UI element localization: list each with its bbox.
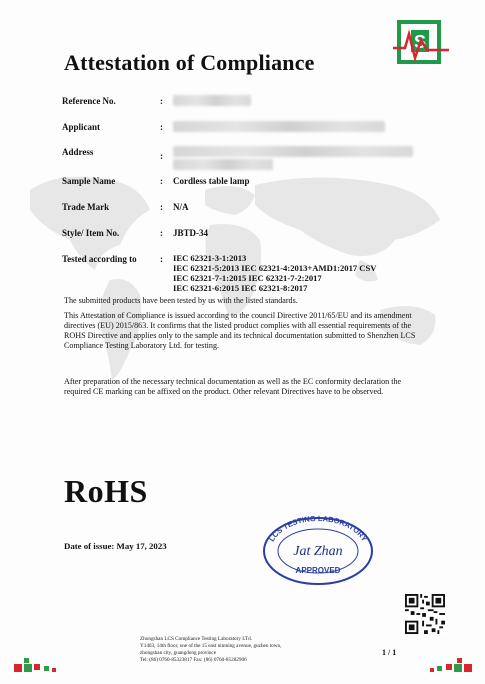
date-of-issue: Date of issue: May 17, 2023: [64, 541, 167, 551]
standard-item: IEC 62321-7-1:2015 IEC 62321-7-2:2017: [173, 273, 322, 283]
page-number: 1 / 1: [382, 648, 397, 657]
lcs-logo: [393, 20, 449, 68]
sample-name-label: Sample Name: [62, 176, 116, 186]
trade-mark-value: N/A: [173, 202, 189, 212]
applicant-colon: :: [160, 122, 163, 132]
document-title: Attestation of Compliance: [64, 50, 315, 75]
standard-item: IEC 62321-3-1:2013: [173, 253, 247, 263]
item-no-colon: :: [160, 228, 163, 238]
paragraph-ce-marking: After preparation of the necessary technical documentation as well as the EC conformity declaration the required CE marking can be affixed on the product. Other relevant Directives have to be observed.: [64, 377, 402, 396]
paragraph-tested: The submitted products have been tested by us with the listed standards.: [64, 296, 298, 305]
stamp-ring-text: LCS TESTING LABORATORY: [267, 513, 369, 544]
address-colon: :: [160, 151, 163, 161]
footer-line: Zhongshan LCS Compliance Testing Laboratory LTd.: [140, 636, 253, 642]
reference-no-label: Reference No.: [62, 96, 116, 106]
footer-address: [140, 636, 281, 664]
standard-item: IEC 62321-5:2013 IEC 62321-4:2013+AMD1:2017 CSV: [173, 263, 377, 273]
address-redacted-line-2: [173, 159, 273, 170]
footer-line: Y1403, 14th floor, one of the 15 east nimning avenue, guzhen town,: [140, 643, 282, 649]
applicant-redacted: [173, 121, 385, 132]
footer-decoration-left: [14, 656, 60, 674]
footer-line: Tel: (86) 0760-85323817 Fax: (86) 0760-85282906: [140, 657, 247, 663]
reference-no-colon: :: [160, 96, 163, 106]
sample-name-value: Cordless table lamp: [173, 176, 250, 186]
trade-mark-label: Trade Mark: [62, 202, 110, 212]
rohs-mark: RoHS: [64, 473, 148, 509]
approval-stamp: [261, 513, 375, 585]
footer-decoration-right: [426, 656, 472, 674]
paragraph-attestation: This Attestation of Compliance is issued according to the council Directive 2011/65/EU and its amendment directives (EU) 2015/863. It confirms that the listed product complies with all essential requirements of the ROHS Directive and applies only to the sample and its technical documentation submitted to Shenzhen LCS Compliance Testing Laboratory Ltd. for testing.: [64, 311, 416, 350]
trade-mark-colon: :: [160, 202, 163, 212]
standards-list: [173, 253, 377, 293]
address-redacted-line-1: [173, 146, 413, 157]
qr-code[interactable]: [405, 594, 445, 634]
reference-no-redacted: [173, 95, 251, 106]
applicant-label: Applicant: [62, 122, 101, 132]
address-label: Address: [62, 147, 94, 157]
svg-text:S: S: [413, 32, 427, 52]
tested-according-label: Tested according to: [62, 254, 137, 264]
item-no-value: JBTD-34: [173, 228, 209, 238]
footer-line: zhongshan city, guangdong province: [140, 650, 217, 656]
standard-item: IEC 62321-6:2015 IEC 62321-8:2017: [173, 283, 308, 293]
sample-name-colon: :: [160, 176, 163, 186]
stamp-approved-text: APPROVED: [295, 566, 341, 575]
tested-according-colon: :: [160, 254, 163, 264]
stamp-signature: Jat Zhan: [293, 544, 343, 559]
item-no-label: Style/ Item No.: [62, 228, 120, 238]
